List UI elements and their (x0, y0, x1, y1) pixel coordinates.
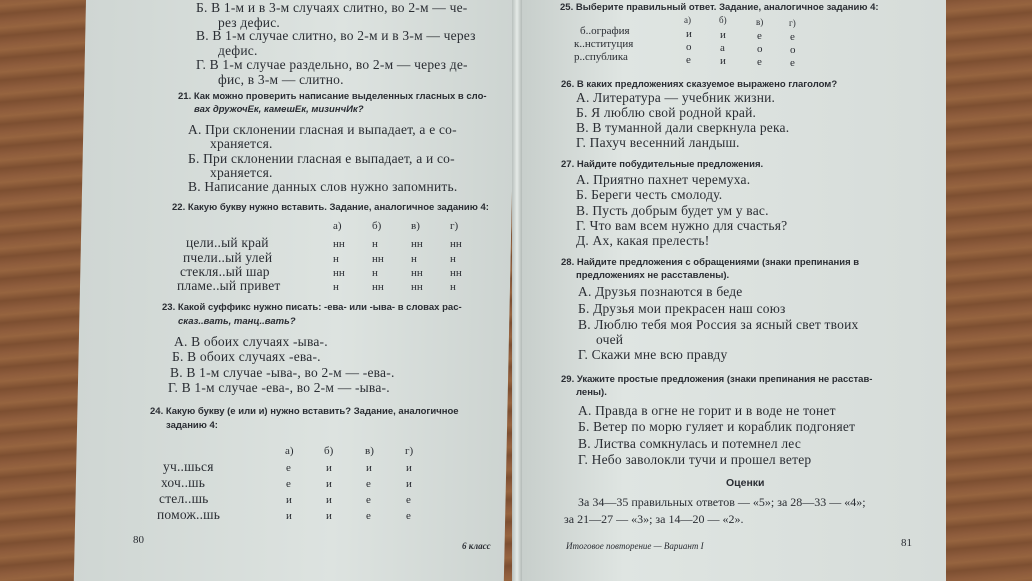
option-line: Б. Я люблю свой родной край. (576, 105, 757, 120)
table-cell: е (366, 494, 371, 506)
table-cell: нн (450, 238, 462, 250)
footer-left: 6 класс (462, 541, 491, 551)
table-cell: е (366, 510, 371, 522)
question-29-title: 29. Укажите простые предложения (знаки препинания не расстав- (561, 374, 873, 385)
table-cell: и (720, 29, 726, 41)
table-cell: и (326, 494, 332, 506)
col-header: г) (450, 220, 459, 232)
table-cell: нн (372, 281, 384, 293)
option-line: В. В туманной дали сверкнула река. (576, 120, 790, 135)
option-line: Г. В 1-м случае -ева-, во 2-м — -ыва-. (168, 380, 390, 395)
table-cell: нн (411, 267, 423, 279)
option-line: А. Друзья познаются в беде (578, 284, 743, 299)
table-cell: е (366, 478, 371, 490)
table-cell: н (450, 281, 456, 293)
table-cell: о (757, 43, 763, 55)
col-header: в) (756, 17, 764, 27)
option-line: Г. Небо заволокли тучи и прошел ветер (578, 452, 812, 467)
table-cell: е (406, 510, 411, 522)
option-line: В. Листва сомкнулась и потемнел лес (578, 436, 802, 451)
table-cell: о (790, 44, 796, 56)
table-cell: нн (450, 267, 462, 279)
col-header: б) (372, 220, 382, 232)
question-23-title: 23. Какой суффикс нужно писать: -ева- или -ыва- в словах рас- (162, 302, 462, 313)
question-28-title-cont: предложениях не расставлены). (576, 270, 730, 281)
grades-line: за 21—27 — «3»; за 14—20 — «2». (564, 512, 744, 526)
table-cell: н (450, 253, 456, 265)
table-cell: и (286, 494, 292, 506)
question-24-title-cont: заданию 4: (166, 420, 218, 431)
option-line: А. Приятно пахнет черемуха. (576, 172, 751, 187)
table-cell: нн (372, 253, 384, 265)
table-row-word: стел..шь (159, 491, 209, 506)
question-27-title: 27. Найдите побудительные предложения. (561, 159, 764, 170)
option-line: дефис. (218, 43, 258, 58)
table-cell: и (326, 510, 332, 522)
table-cell: нн (333, 267, 345, 279)
table-cell: и (406, 478, 412, 490)
table-cell: н (333, 253, 339, 265)
table-cell: нн (333, 238, 345, 250)
col-header: а) (684, 15, 691, 25)
option-line: А. Правда в огне не горит и в воде не тонет (578, 403, 836, 418)
question-23-title-cont: сказ..вать, танц..вать? (178, 316, 296, 327)
option-line: А. В обоих случаях -ыва-. (174, 334, 328, 349)
col-header: а) (333, 220, 342, 232)
table-cell: н (411, 253, 417, 265)
table-cell: е (790, 31, 795, 43)
option-line: Д. Ах, какая прелесть! (576, 233, 710, 248)
table-cell: и (326, 462, 332, 474)
table-cell: е (286, 478, 291, 490)
question-24-title: 24. Какую букву (е или и) нужно вставить? Задание, аналогичное (150, 406, 459, 417)
table-row-word: пчели..ый улей (183, 250, 273, 265)
table-cell: нн (411, 281, 423, 293)
option-line: А. Литература — учебник жизни. (576, 90, 776, 105)
option-line: Б. Береги честь смолоду. (576, 187, 723, 202)
table-cell: е (686, 54, 691, 66)
table-cell: нн (411, 238, 423, 250)
col-header: в) (365, 445, 374, 457)
question-25-title: 25. Выберите правильный ответ. Задание, аналогичное заданию 4: (560, 2, 879, 13)
table-cell: е (757, 30, 762, 42)
table-row-word: пламе..ый привет (177, 278, 281, 293)
table-cell: е (286, 462, 291, 474)
option-line: В. В 1-м случае слитно, во 2-м и в 3-м — через (196, 28, 476, 43)
table-row-word: р..спублика (574, 51, 628, 63)
option-line: Б. В 1-м и в 3-м случаях слитно, во 2-м — че- (196, 0, 468, 15)
question-21-title: 21. Как можно проверить написание выделенных гласных в сло- (178, 91, 487, 102)
table-cell: н (333, 281, 339, 293)
table-cell: е (790, 57, 795, 69)
col-header: в) (411, 220, 420, 232)
book-spine (512, 0, 522, 581)
option-line: В. Написание данных слов нужно запомнить. (188, 179, 458, 194)
table-row-word: цели..ый край (186, 235, 269, 250)
option-line: фис, в 3-м — слитно. (218, 72, 344, 87)
table-cell: е (757, 56, 762, 68)
table-row-word: уч..шься (163, 459, 214, 474)
table-cell: и (686, 28, 692, 40)
question-29-title-cont: лены). (576, 387, 607, 398)
table-cell: н (372, 238, 378, 250)
col-header: г) (405, 445, 414, 457)
table-cell: а (720, 42, 725, 54)
table-cell: и (286, 510, 292, 522)
option-line: Б. Ветер по морю гуляет и кораблик подгоняет (578, 419, 856, 434)
grades-title: Оценки (726, 477, 765, 489)
option-line: храняется. (210, 136, 273, 151)
table-cell: и (326, 478, 332, 490)
grades-line: За 34—35 правильных ответов — «5»; за 28—33 — «4»; (578, 495, 866, 509)
option-line: Г. Пахуч весенний ландыш. (576, 135, 740, 150)
table-row-word: б..ография (580, 25, 630, 37)
option-line: В. Пусть добрым будет ум у вас. (576, 203, 769, 218)
option-line: В. Люблю тебя моя Россия за ясный свет твоих (578, 317, 859, 332)
option-line: Б. При склонении гласная е выпадает, а и со- (188, 151, 455, 166)
table-row-word: к..нституция (574, 38, 634, 50)
page-number-right: 81 (901, 537, 912, 549)
table-cell: е (406, 494, 411, 506)
question-26-title: 26. В каких предложениях сказуемое выражено глаголом? (561, 79, 838, 90)
table-cell: и (720, 55, 726, 67)
question-22-title: 22. Какую букву нужно вставить. Задание, аналогичное заданию 4: (172, 202, 489, 213)
page-number-left: 80 (133, 534, 144, 546)
table-row-word: хоч..шь (161, 475, 206, 490)
table-cell: и (406, 462, 412, 474)
option-line: Г. Скажи мне всю правду (578, 347, 728, 362)
table-cell: н (372, 267, 378, 279)
option-line: Б. Друзья мои прекрасен наш союз (578, 301, 786, 316)
option-line: А. При склонении гласная и выпадает, а е со- (188, 122, 457, 137)
option-line: рез дефис. (218, 15, 280, 30)
option-line: Г. Что вам всем нужно для счастья? (576, 218, 788, 233)
table-cell: о (686, 41, 692, 53)
option-line: В. В 1-м случае -ыва-, во 2-м — -ева-. (170, 365, 395, 380)
col-header: а) (285, 445, 294, 457)
col-header: б) (719, 15, 727, 25)
table-cell: и (366, 462, 372, 474)
question-28-title: 28. Найдите предложения с обращениями (знаки препинания в (561, 257, 860, 268)
footer-right: Итоговое повторение — Вариант I (566, 541, 704, 551)
col-header: г) (789, 18, 796, 28)
option-line: храняется. (210, 165, 273, 180)
table-row-word: помож..шь (157, 507, 221, 522)
table-row-word: стекля..ый шар (180, 264, 270, 279)
question-21-title-cont: вах дружочЕк, камешЕк, мизинчИк? (194, 104, 364, 115)
option-line: очей (596, 332, 624, 347)
option-line: Б. В обоих случаях -ева-. (172, 349, 321, 364)
col-header: б) (324, 445, 334, 457)
option-line: Г. В 1-м случае раздельно, во 2-м — через де- (196, 57, 468, 72)
